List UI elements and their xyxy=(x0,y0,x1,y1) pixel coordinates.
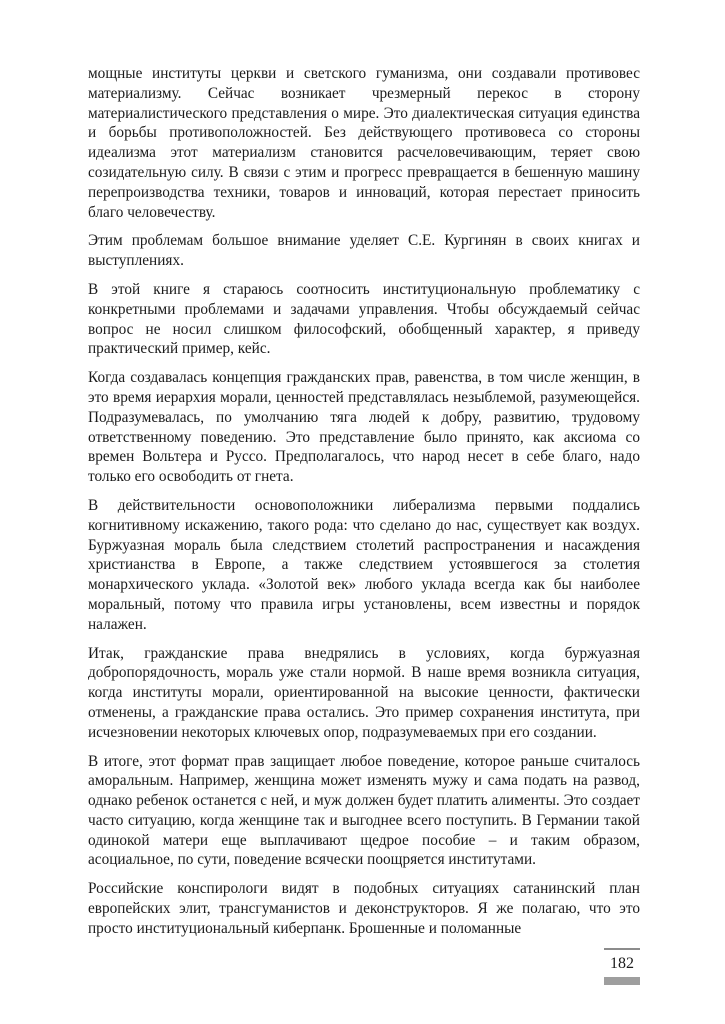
paragraph-7: В итоге, этот формат прав защищает любое поведение, которое раньше считалось аморальным. Например, женщина может изменять мужу и сама подать на развод, однако ребенок останется с ней, и муж должен будет платить алименты. Это создает часто ситуацию, когда женщине так и выгоднее всего поступить. В Германии такой одинокой матери еще выплачивают щедрое пособие – и таким образом, асоциальное, по сути, поведение всячески поощряется институтами. xyxy=(88,752,640,869)
paragraph-2: Этим проблемам большое внимание уделяет С.Е. Кургинян в своих книгах и выступлениях. xyxy=(88,232,640,270)
paragraph-1: мощные институты церкви и светского гуманизма, они создавали противовес материализму. Сейчас возникает чрезмерный перекос в сторону материалистического представления о мире. Это диалектическая ситуация единства и борьбы противоположностей. Без действующего противовеса со стороны идеализма этот материализм становится расчеловечивающим, теряет свою созидательную силу. В связи с этим и прогресс превращается в бешенную машину перепроизводства техники, товаров и инноваций, которая перестает приносить благо человечеству. xyxy=(88,65,640,221)
footer-bar xyxy=(604,977,640,985)
page-body xyxy=(88,64,640,948)
paragraph-4: Когда создавалась концепция гражданских прав, равенства, в том числе женщин, в это время иерархия морали, ценностей представлялась незыблемой, разумеющейся. Подразумевалась, по умолчанию тяга людей к добру, развитию, трудовому ответственному поведению. Это представление было принято, как аксиома со времен Вольтера и Руссо. Предполагалось, что народ несет в себе благо, надо только его освободить от гнета. xyxy=(88,369,640,486)
paragraph-3: В этой книге я стараюсь соотносить институциональную проблематику с конкретными проблемами и задачами управления. Чтобы обсуждаемый сейчас вопрос не носил слишком философский, обобщенный характер, я приведу практический пример, кейс. xyxy=(88,280,640,358)
page-number: 182 xyxy=(610,955,634,972)
page-footer xyxy=(604,948,640,985)
paragraph-8: Российские конспирологи видят в подобных ситуациях сатанинский план европейских элит, трансгуманистов и деконструкторов. Я же полагаю, что это просто институциональный киберпанк. Брошенные и поломанные xyxy=(88,880,640,937)
paragraph-6: Итак, гражданские права внедрялись в условиях, когда буржуазная добропорядочность, мораль уже стали нормой. В наше время возникла ситуация, когда институты морали, ориентированной на высокие ценности, фактически отменены, а гражданские права остались. Это пример сохранения института, при исчезновении некоторых ключевых опор, подразумеваемых при его создании. xyxy=(88,644,640,741)
footer-rule xyxy=(604,948,640,950)
paragraph-5: В действительности основоположники либерализма первыми поддались когнитивному искажению, такого рода: что сделано до нас, существует как воздух. Буржуазная мораль была следствием столетий распространения и насаждения христианства в Европе, а также следствием устоявшегося за столетия монархического уклада. «Золотой век» любого уклада всегда как бы наиболее моральный, потому что правила игры установлены, всем известны и порядок налажен. xyxy=(88,496,640,633)
